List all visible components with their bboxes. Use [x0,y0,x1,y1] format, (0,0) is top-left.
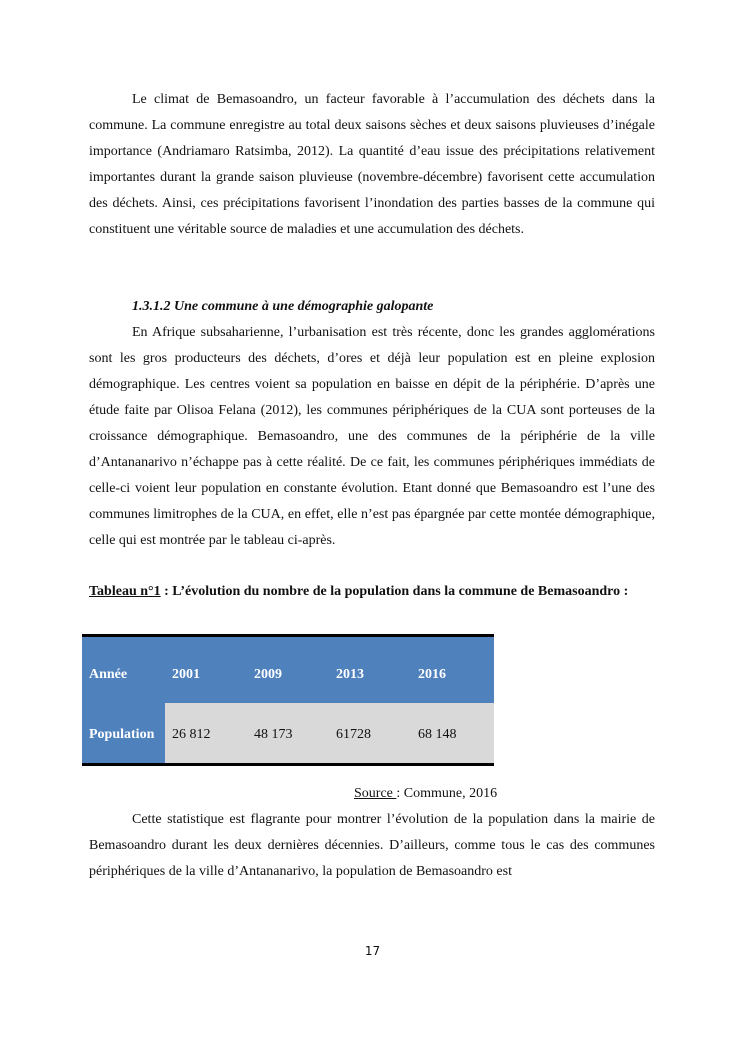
table-caption-text: : L’évolution du nombre de la population dans la commune de Bemasoandro : [160,584,629,599]
paragraph-climate: Le climat de Bemasoandro, un facteur favorable à l’accumulation des déchets dans la commune. La commune enregistre au total deux saisons sèches et deux saisons pluvieuses d’inégale importance (Andriamaro Ratsimba, 2012). La quantité d’eau issue des précipitations relativement importantes durant la grande saison pluvieuse (novembre-décembre) favorisent cette accumulation des déchets. Ainsi, ces précipitations favorisent l’inondation des parties basses de la commune qui constituent une véritable source de maladies et une accumulation des déchets. [89,92,655,237]
table-header-cell: Année [82,636,165,704]
page-number: 17 [364,944,381,958]
section-heading: 1.3.1.2 Une commune à une démographie galopante [132,299,434,314]
source-text: : Commune, 2016 [396,786,498,801]
table-header-cell: 2009 [247,636,329,704]
table-cell: 26 812 [165,703,247,765]
table-header-row [82,636,494,704]
paragraph-statistics: Cette statistique est flagrante pour montrer l’évolution de la population dans la mairie de Bemasoandro durant les deux dernières décennies. D’ailleurs, comme tous le cas des communes périphériques de la ville d’Antananarivo, la population de Bemasoandro est [89,812,655,879]
table-cell: 48 173 [247,703,329,765]
population-table [82,634,494,766]
paragraph-demography: En Afrique subsaharienne, l’urbanisation est très récente, donc les grandes agglomérations sont les gros producteurs des déchets, d’ores et déjà leur population est en pleine explosion démographique. Les centres voient sa population en baisse en dépit de la périphérie. D’après une étude faite par Olisoa Felana (2012), les communes périphériques de la CUA sont porteuses de la croissance démographique. Bemasoandro, une des communes de la périphérie de la ville d’Antananarivo n’échappe pas à cette réalité. De ce fait, les communes périphériques immédiats de celle-ci voient leur population en constante évolution. Etant donné que Bemasoandro est l’une des communes limitrophes de la CUA, en effet, elle n’est pas épargnée par cette montée démographique, celle qui est montrée par le tableau ci-après. [89,325,655,548]
table-source [354,781,497,807]
table-row-header-cell: Population [82,703,165,765]
table-row [82,703,494,765]
table-caption-label: Tableau n°1 [89,584,161,599]
table-caption [89,579,655,605]
table-cell: 68 148 [411,703,494,765]
table-cell: 61728 [329,703,411,765]
table-header-cell: 2013 [329,636,411,704]
table-header-cell: 2016 [411,636,494,704]
table-header-cell: 2001 [165,636,247,704]
source-label: Source [354,786,397,801]
